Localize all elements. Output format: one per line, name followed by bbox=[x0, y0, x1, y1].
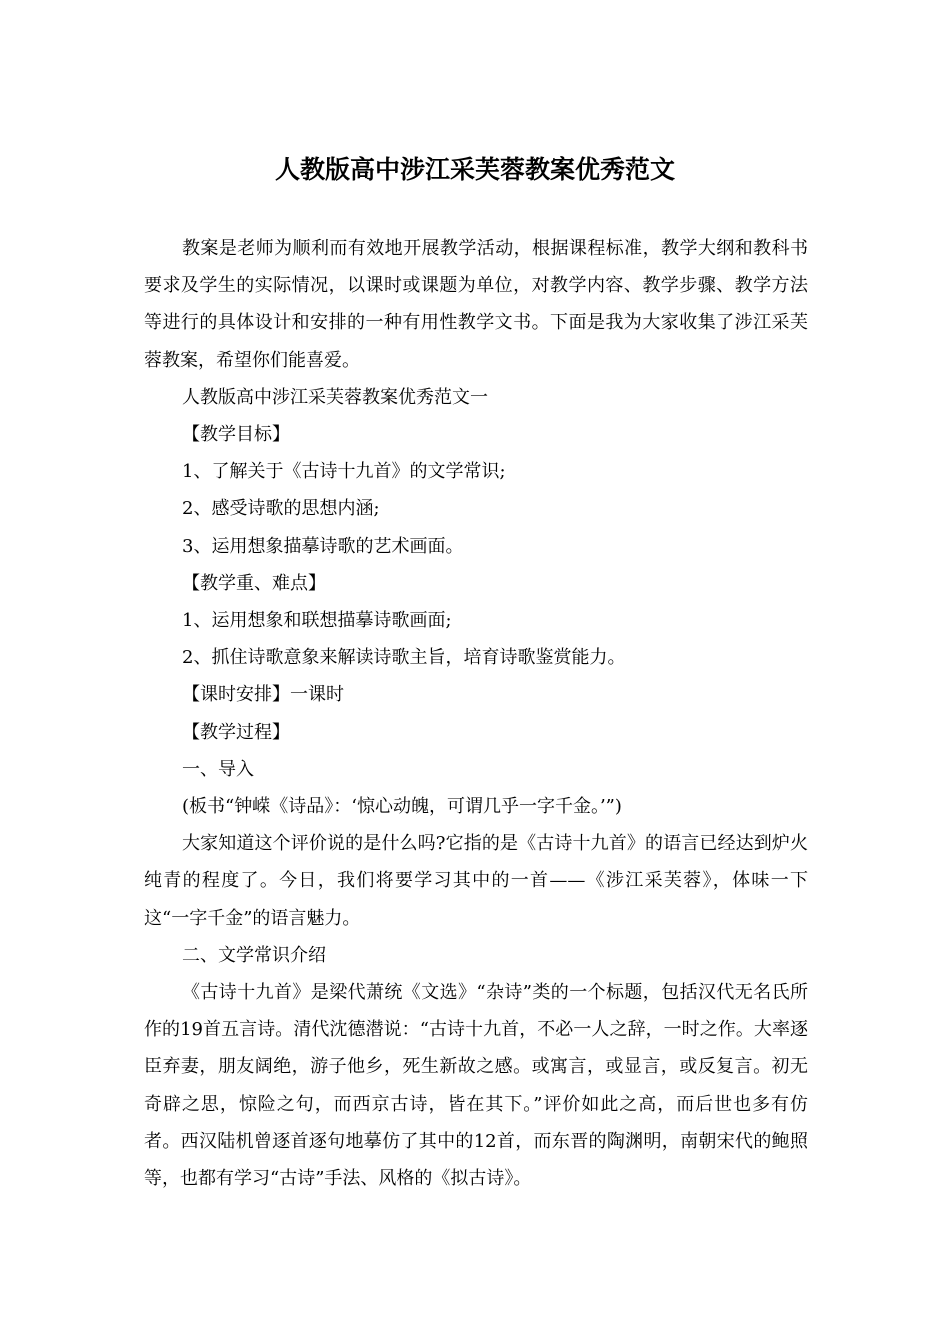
goal-item-1: 1、了解关于《古诗十九首》的文学常识; bbox=[182, 461, 506, 483]
section-literary-knowledge: 二、文学常识介绍 bbox=[182, 944, 326, 966]
paragraph-intro: 教案是老师为顺利而有效地开展教学活动，根据课程标准，教学大纲和教科书要求及学生的实际情况，以课时或课题为单位，对教学内容、教学步骤、教学方法等进行的具体设计和安排的一种有用性教学文书。下面是我为大家收集了涉江采芙蓉教案，希望你们能喜爱。 bbox=[144, 238, 808, 371]
section-introduction: 一、导入 bbox=[182, 758, 254, 780]
key-point-item-1: 1、运用想象和联想描摹诗歌画面; bbox=[182, 610, 452, 632]
document-body bbox=[144, 230, 808, 1197]
goal-item-3: 3、运用想象描摹诗歌的艺术画面。 bbox=[182, 535, 464, 557]
document-title: 人教版高中涉江采芙蓉教案优秀范文 bbox=[274, 155, 675, 184]
heading-schedule: 【课时安排】一课时 bbox=[182, 684, 344, 706]
paragraph-discussion: 大家知道这个评价说的是什么吗?它指的是《古诗十九首》的语言已经达到炉火纯青的程度了。今日，我们将要学习其中的一首——《涉江采芙蓉》，体味一下这“一字千金”的语言魅力。 bbox=[144, 833, 808, 929]
heading-key-points: 【教学重、难点】 bbox=[182, 572, 326, 594]
paragraph-subtitle: 人教版高中涉江采芙蓉教案优秀范文一 bbox=[182, 386, 488, 408]
goal-item-2: 2、感受诗歌的思想内涵; bbox=[182, 498, 380, 520]
heading-process: 【教学过程】 bbox=[182, 721, 290, 743]
key-point-item-2: 2、抓住诗歌意象来解读诗歌主旨，培育诗歌鉴赏能力。 bbox=[182, 647, 626, 669]
paragraph-literary-knowledge: 《古诗十九首》是梁代萧统《文选》“杂诗”类的一个标题，包括汉代无名氏所作的19首五言诗。清代沈德潜说：“古诗十九首，不必一人之辞，一时之作。大率逐臣弃妻，朋友阔绝，游子他乡，死生新故之感。或寓言，或显言，或反复言。初无奇辟之思，惊险之句，而西京古诗，皆在其下。”评价如此之高，而后世也多有仿者。西汉陆机曾逐首逐句地摹仿了其中的12首，而东晋的陶渊明，南朝宋代的鲍照等，也都有学习“古诗”手法、风格的《拟古诗》。 bbox=[144, 982, 808, 1190]
heading-teaching-goals: 【教学目标】 bbox=[182, 424, 290, 446]
blackboard-note: (板书“钟嵘《诗品》：‘惊心动魄，可谓几乎一字千金。’”) bbox=[182, 796, 622, 818]
